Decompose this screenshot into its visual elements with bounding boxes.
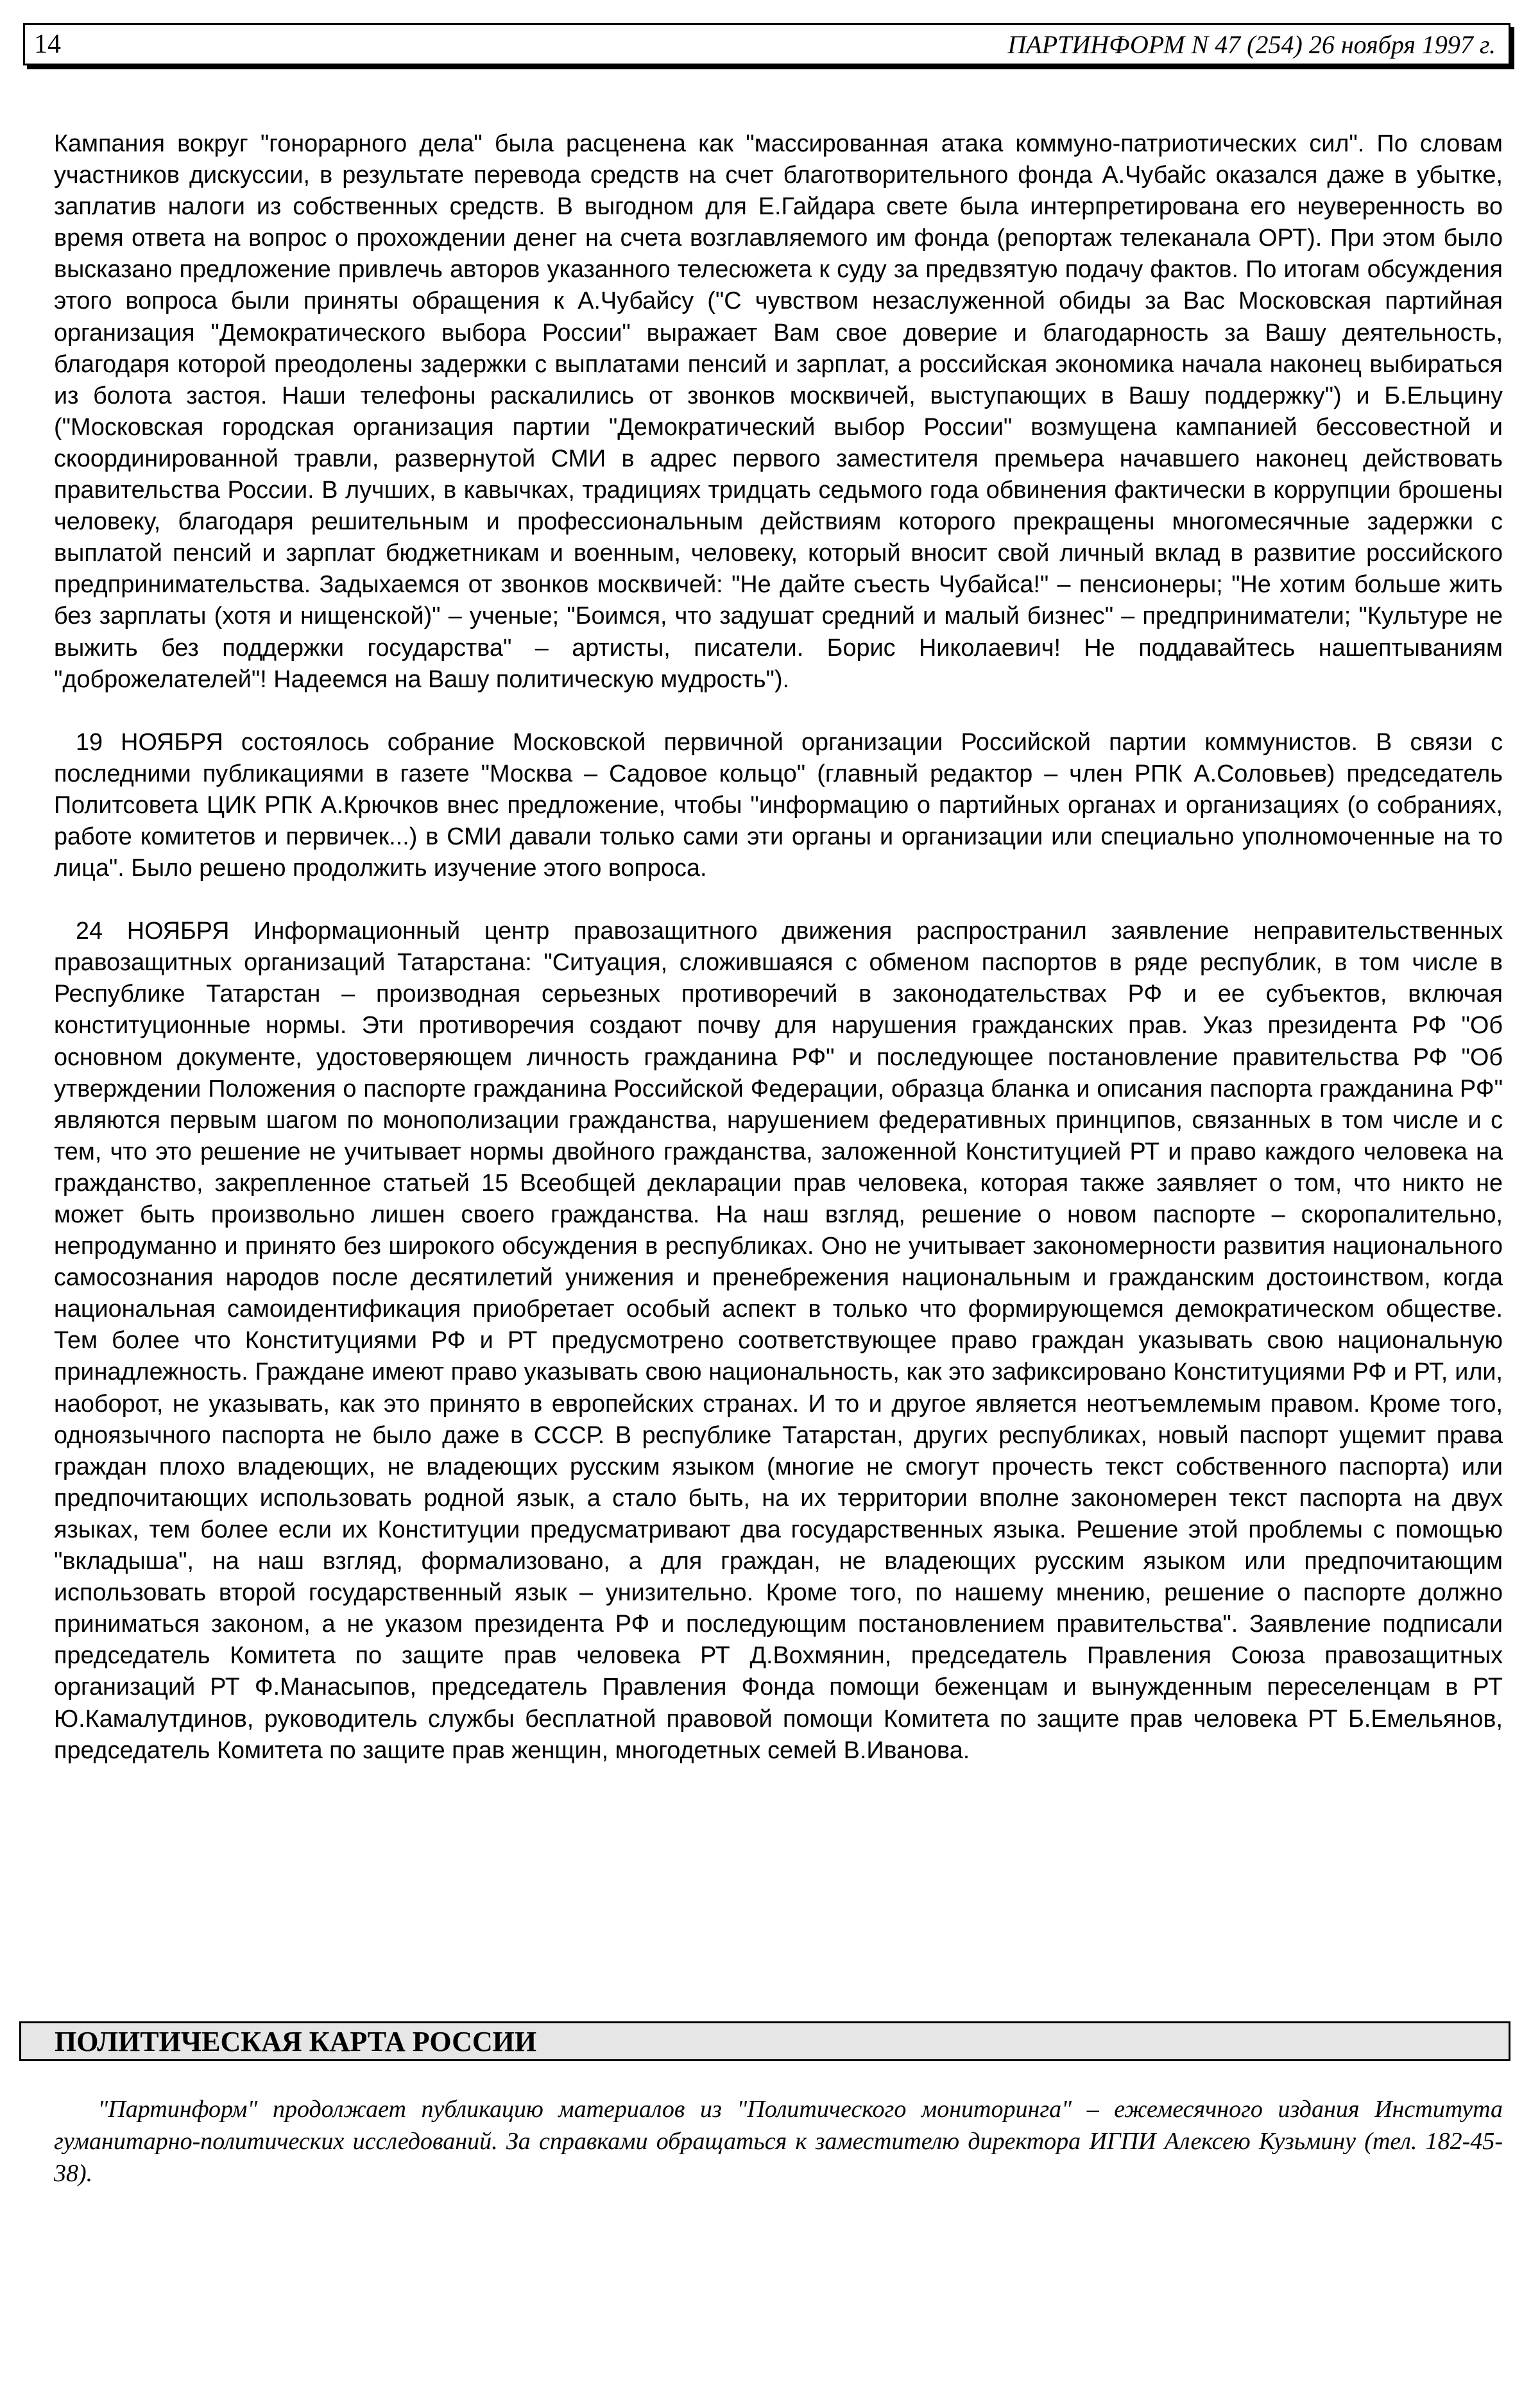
- article-body: [54, 128, 1503, 1798]
- issue-title: ПАРТИНФОРМ N 47 (254) 26 ноября 1997 г.: [1007, 30, 1496, 59]
- paragraph-nov-24: 24 НОЯБРЯ Информационный центр правозащитного движения распространил заявление неправительственных правозащитных организаций Татарстана: "Ситуация, сложившаяся с обменом паспортов в ряде республик, в том числе в Республике Татарстан – производная серьезных противоречий в законодательствах РФ и ее субъектов, включая конституционные нормы. Эти противоречия создают почву для нарушения гражданских прав. Указ президента РФ "Об основном документе, удостоверяющем личность гражданина РФ" и последующее постановление правительства РФ "Об утверждении Положения о паспорте гражданина Российской Федерации, образца бланка и описания паспорта гражданина РФ" являются первым шагом по монополизации гражданства, нарушением федеративных принципов, связанных в том числе и с тем, что это решение не учитывает нормы двойного гражданства, заложенной Конституцией РТ и право каждого человека на гражданство, закрепленное статьей 15 Всеобщей декларации прав человека, которая также заявляет о том, что никто не может быть произвольно лишен своего гражданства. На наш взгляд, решение о новом паспорте – скоропалительно, непродуманно и принято без широкого обсуждения в республиках. Оно не учитывает закономерности развития национального самосознания народов после десятилетий унижения и пренебрежения национальным и гражданским достоинством, когда национальная самоидентификация приобретает особый аспект в только что формирующемся демократическом обществе. Тем более что Конституциями РФ и РТ предусмотрено соответствующее право граждан указывать свою национальную принадлежность. Граждане имеют право указывать свою национальность, как это зафиксировано Конституциями РФ и РТ, или, наоборот, не указывать, как это принято в европейских странах. И то и другое является неотъемлемым правом. Кроме того, одноязычного паспорта не было даже в СССР. В республике Татарстан, других республиках, новый паспорт ущемит права граждан плохо владеющих, не владеющих русским языком (многие не смогут прочесть текст собственного паспорта) или предпочитающих использовать родной язык, а стало быть, на их территории вполне закономерен текст паспорта на двух языках, тем более если их Конституции предусматривают два государственных языка. Решение этой проблемы с помощью "вкладыша", на наш взгляд, формализовано, а для граждан, не владеющих русским языком или предпочитающим использовать второй государственный язык – унизительно. Кроме того, по нашему мнению, решение о паспорте должно приниматься законом, а не указом президента РФ и последующим постановлением правительства". Заявление подписали председатель Комитета по защите прав человека РТ Д.Вохмянин, председатель Правления Союза правозащитных организаций РТ Ф.Манасыпов, председатель Правления Фонда помощи беженцам и вынужденным переселенцам в РТ Ю.Камалутдинов, руководитель службы бесплатной правовой помощи Комитета по защите прав человека РТ Б.Емельянов, председатель Комитета по защите прав женщин, многодетных семей В.Иванова.: [54, 918, 1503, 1764]
- section-title: ПОЛИТИЧЕСКАЯ КАРТА РОССИИ: [55, 2025, 537, 2057]
- section-heading: [19, 2021, 1510, 2061]
- paragraph-campaign: Кампания вокруг "гонорарного дела" была расценена как "массированная атака коммуно-патриотических сил". По словам участников дискуссии, в результате перевода средств на счет благотворительного фонда А.Чубайс оказался даже в убытке, заплатив налоги из собственных средств. В выгодном для Е.Гайдара свете была интерпретирована его неуверенность во время ответа на вопрос о прохождении денег на счета возглавляемого им фонда (репортаж телеканала ОРТ). При этом было высказано предложение привлечь авторов указанного телесюжета к суду за предвзятую подачу фактов. По итогам обсуждения этого вопроса были приняты обращения к А.Чубайсу ("С чувством незаслуженной обиды за Вас Московская партийная организация "Демократического выбора России" выражает Вам свое доверие и благодарность за Вашу деятельность, благодаря которой преодолены задержки с выплатами пенсий и зарплат, а российская экономика начала наконец выбираться из болота застоя. Наши телефоны раскалились от звонков москвичей, выступающих в Вашу поддержку") и Б.Ельцину ("Московская городская организация партии "Демократический выбор России" возмущена кампанией бессовестной и скоординированной травли, развернутой СМИ в адрес первого заместителя премьера начавшего наконец действовать правительства России. В лучших, в кавычках, традициях тридцать седьмого года обвинения фактически в коррупции брошены человеку, благодаря решительным и профессиональным действиям которого прекращены многомесячные задержки с выплатой пенсий и зарплат бюджетникам и военным, человеку, который вносит свой личный вклад в развитие российского предпринимательства. Задыхаемся от звонков москвичей: "Не дайте съесть Чубайса!" – пенсионеры; "Не хотим больше жить без зарплаты (хотя и нищенской)" – ученые; "Боимся, что задушат средний и малый бизнес" – предприниматели; "Культуре не выжить без поддержки государства" – артисты, писатели. Борис Николаевич! Не поддавайтесь нашептываниям "доброжелателей"! Надеемся на Вашу политическую мудрость").: [54, 130, 1503, 693]
- paragraph-nov-19: 19 НОЯБРЯ состоялось собрание Московской первичной организации Российской партии коммунистов. В связи с последними публикациями в газете "Москва – Садовое кольцо" (главный редактор – член РПК А.Соловьев) председатель Политсовета ЦИК РПК А.Крючков внес предложение, чтобы "информацию о партийных органах и организациях (о собраниях, работе комитетов и первичек...) в СМИ давали только сами эти органы и организации или специально уполномоченные на то лица". Было решено продолжить изучение этого вопроса.: [54, 728, 1503, 882]
- page-header: [23, 23, 1510, 65]
- editorial-note: "Партинформ" продолжает публикацию материалов из "Политического мониторинга" – ежемесячного издания Института гуманитарно-политических исследований. За справками обращаться к заместителю директора ИГПИ Алексею Кузьмину (тел. 182-45-38).: [54, 2096, 1503, 2187]
- page-number: 14: [34, 30, 61, 59]
